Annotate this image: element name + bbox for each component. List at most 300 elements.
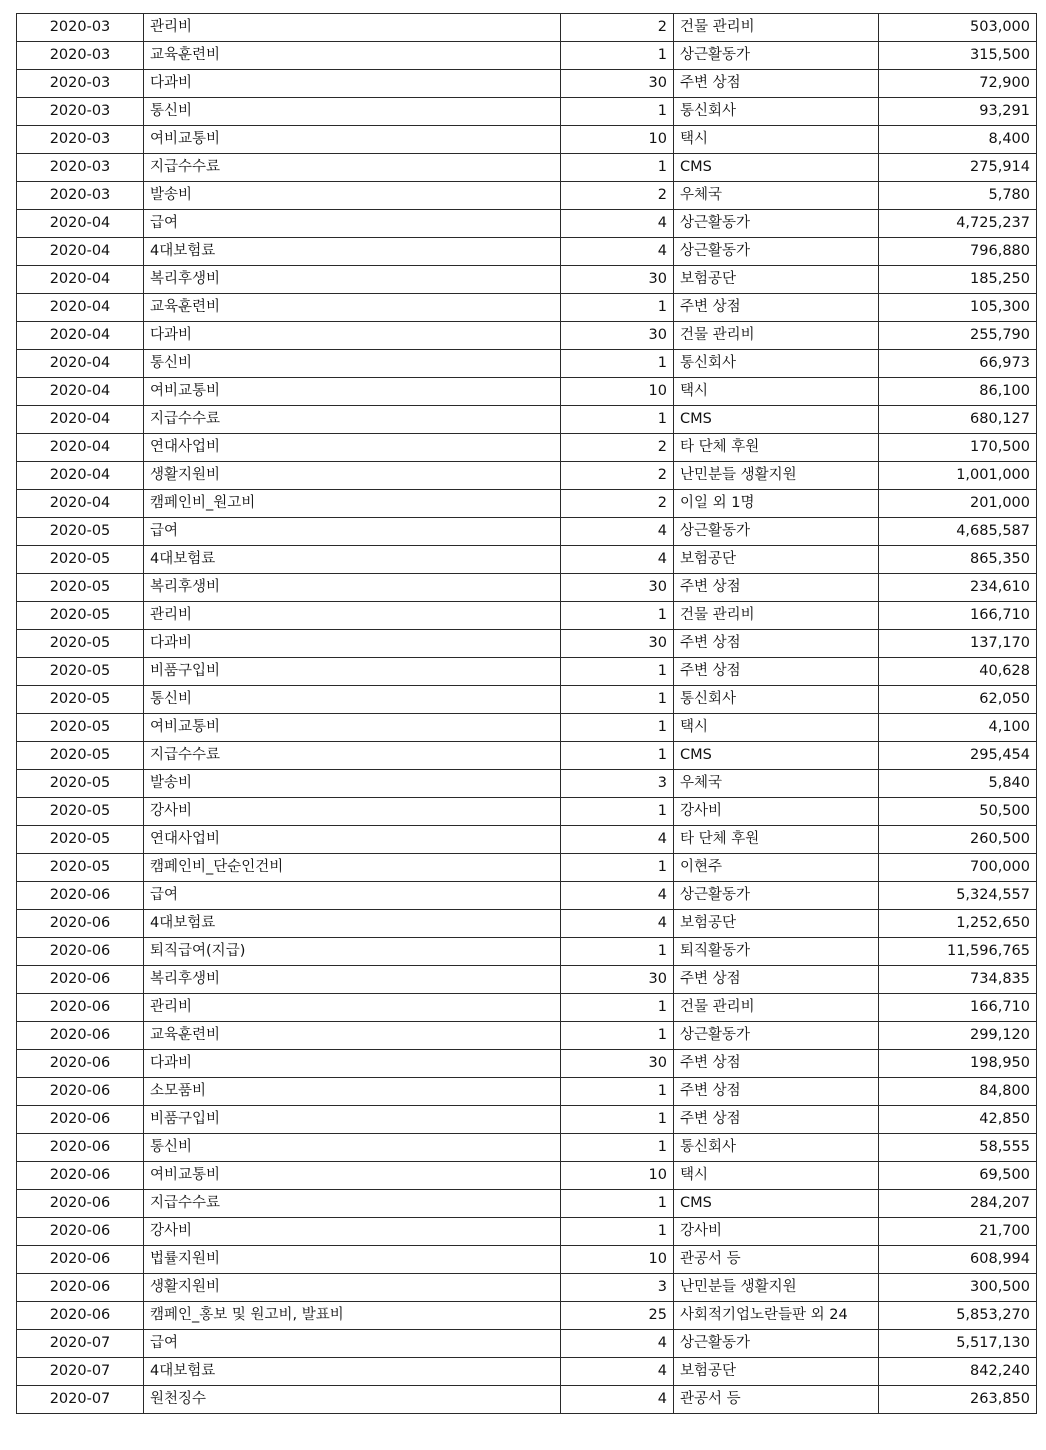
item-cell: 복리후생비 — [144, 266, 561, 294]
month-cell: 2020-05 — [17, 742, 144, 770]
item-cell: 지급수수료 — [144, 154, 561, 182]
month-cell: 2020-06 — [17, 1162, 144, 1190]
item-cell: 급여 — [144, 1330, 561, 1358]
table-row — [17, 994, 1037, 1022]
item-cell: 연대사업비 — [144, 826, 561, 854]
count-cell: 10 — [561, 1246, 674, 1274]
item-cell: 비품구입비 — [144, 1106, 561, 1134]
month-cell: 2020-05 — [17, 546, 144, 574]
table-row — [17, 1134, 1037, 1162]
vendor-cell: 관공서 등 — [674, 1386, 879, 1414]
amount-cell: 734,835 — [879, 966, 1037, 994]
month-cell: 2020-04 — [17, 434, 144, 462]
table-row — [17, 854, 1037, 882]
item-cell: 교육훈련비 — [144, 1022, 561, 1050]
vendor-cell: 상근활동가 — [674, 238, 879, 266]
vendor-cell: 상근활동가 — [674, 1022, 879, 1050]
count-cell: 10 — [561, 126, 674, 154]
item-cell: 통신비 — [144, 686, 561, 714]
vendor-cell: 택시 — [674, 126, 879, 154]
table-row — [17, 266, 1037, 294]
table-row — [17, 1386, 1037, 1414]
amount-cell: 300,500 — [879, 1274, 1037, 1302]
count-cell: 30 — [561, 630, 674, 658]
vendor-cell: 주변 상점 — [674, 70, 879, 98]
vendor-cell: 주변 상점 — [674, 1050, 879, 1078]
item-cell: 여비교통비 — [144, 378, 561, 406]
item-cell: 여비교통비 — [144, 714, 561, 742]
table-row — [17, 42, 1037, 70]
count-cell: 1 — [561, 98, 674, 126]
table-row — [17, 518, 1037, 546]
item-cell: 급여 — [144, 882, 561, 910]
table-row — [17, 1302, 1037, 1330]
vendor-cell: CMS — [674, 742, 879, 770]
month-cell: 2020-04 — [17, 238, 144, 266]
table-row — [17, 910, 1037, 938]
month-cell: 2020-06 — [17, 1022, 144, 1050]
month-cell: 2020-06 — [17, 966, 144, 994]
count-cell: 1 — [561, 154, 674, 182]
month-cell: 2020-06 — [17, 994, 144, 1022]
vendor-cell: CMS — [674, 406, 879, 434]
table-row — [17, 602, 1037, 630]
count-cell: 1 — [561, 742, 674, 770]
count-cell: 1 — [561, 686, 674, 714]
count-cell: 1 — [561, 798, 674, 826]
vendor-cell: 이현주 — [674, 854, 879, 882]
month-cell: 2020-03 — [17, 42, 144, 70]
vendor-cell: 통신회사 — [674, 1134, 879, 1162]
month-cell: 2020-03 — [17, 126, 144, 154]
vendor-cell: 주변 상점 — [674, 966, 879, 994]
vendor-cell: 통신회사 — [674, 98, 879, 126]
month-cell: 2020-03 — [17, 154, 144, 182]
table-row — [17, 1218, 1037, 1246]
count-cell: 1 — [561, 1190, 674, 1218]
amount-cell: 4,685,587 — [879, 518, 1037, 546]
vendor-cell: 상근활동가 — [674, 1330, 879, 1358]
amount-cell: 105,300 — [879, 294, 1037, 322]
amount-cell: 93,291 — [879, 98, 1037, 126]
vendor-cell: 이일 외 1명 — [674, 490, 879, 518]
count-cell: 1 — [561, 1022, 674, 1050]
item-cell: 캠페인_홍보 및 원고비, 발표비 — [144, 1302, 561, 1330]
item-cell: 생활지원비 — [144, 462, 561, 490]
count-cell: 30 — [561, 322, 674, 350]
amount-cell: 84,800 — [879, 1078, 1037, 1106]
amount-cell: 255,790 — [879, 322, 1037, 350]
table-row — [17, 770, 1037, 798]
item-cell: 다과비 — [144, 322, 561, 350]
item-cell: 법률지원비 — [144, 1246, 561, 1274]
item-cell: 캠페인비_단순인건비 — [144, 854, 561, 882]
month-cell: 2020-05 — [17, 574, 144, 602]
table-row — [17, 238, 1037, 266]
item-cell: 복리후생비 — [144, 966, 561, 994]
vendor-cell: 주변 상점 — [674, 630, 879, 658]
item-cell: 통신비 — [144, 350, 561, 378]
count-cell: 1 — [561, 602, 674, 630]
vendor-cell: 택시 — [674, 1162, 879, 1190]
table-row — [17, 98, 1037, 126]
month-cell: 2020-06 — [17, 1106, 144, 1134]
month-cell: 2020-06 — [17, 1078, 144, 1106]
table-row — [17, 882, 1037, 910]
amount-cell: 5,324,557 — [879, 882, 1037, 910]
vendor-cell: 강사비 — [674, 1218, 879, 1246]
month-cell: 2020-06 — [17, 882, 144, 910]
count-cell: 2 — [561, 462, 674, 490]
amount-cell: 5,517,130 — [879, 1330, 1037, 1358]
table-row — [17, 658, 1037, 686]
count-cell: 1 — [561, 294, 674, 322]
amount-cell: 260,500 — [879, 826, 1037, 854]
count-cell: 4 — [561, 518, 674, 546]
item-cell: 다과비 — [144, 1050, 561, 1078]
amount-cell: 315,500 — [879, 42, 1037, 70]
vendor-cell: CMS — [674, 1190, 879, 1218]
table-row — [17, 1050, 1037, 1078]
item-cell: 발송비 — [144, 770, 561, 798]
count-cell: 1 — [561, 1134, 674, 1162]
vendor-cell: 건물 관리비 — [674, 994, 879, 1022]
vendor-cell: 상근활동가 — [674, 882, 879, 910]
table-row — [17, 798, 1037, 826]
count-cell: 4 — [561, 546, 674, 574]
amount-cell: 198,950 — [879, 1050, 1037, 1078]
table-row — [17, 1106, 1037, 1134]
table-row — [17, 714, 1037, 742]
amount-cell: 11,596,765 — [879, 938, 1037, 966]
count-cell: 1 — [561, 1106, 674, 1134]
item-cell: 4대보험료 — [144, 1358, 561, 1386]
count-cell: 2 — [561, 14, 674, 42]
table-row — [17, 630, 1037, 658]
table-row — [17, 1162, 1037, 1190]
item-cell: 4대보험료 — [144, 910, 561, 938]
item-cell: 4대보험료 — [144, 238, 561, 266]
vendor-cell: 주변 상점 — [674, 574, 879, 602]
month-cell: 2020-07 — [17, 1386, 144, 1414]
count-cell: 4 — [561, 826, 674, 854]
table-row — [17, 1330, 1037, 1358]
month-cell: 2020-06 — [17, 1274, 144, 1302]
count-cell: 4 — [561, 910, 674, 938]
amount-cell: 86,100 — [879, 378, 1037, 406]
month-cell: 2020-06 — [17, 1050, 144, 1078]
vendor-cell: 퇴직활동가 — [674, 938, 879, 966]
vendor-cell: 타 단체 후원 — [674, 826, 879, 854]
amount-cell: 69,500 — [879, 1162, 1037, 1190]
item-cell: 관리비 — [144, 994, 561, 1022]
vendor-cell: 통신회사 — [674, 350, 879, 378]
table-row — [17, 434, 1037, 462]
table-row — [17, 966, 1037, 994]
amount-cell: 66,973 — [879, 350, 1037, 378]
count-cell: 4 — [561, 882, 674, 910]
table-row — [17, 1274, 1037, 1302]
amount-cell: 1,001,000 — [879, 462, 1037, 490]
table-row — [17, 406, 1037, 434]
vendor-cell: 타 단체 후원 — [674, 434, 879, 462]
item-cell: 지급수수료 — [144, 1190, 561, 1218]
item-cell: 4대보험료 — [144, 546, 561, 574]
table-row — [17, 322, 1037, 350]
vendor-cell: 상근활동가 — [674, 42, 879, 70]
month-cell: 2020-04 — [17, 378, 144, 406]
month-cell: 2020-05 — [17, 602, 144, 630]
vendor-cell: 보험공단 — [674, 266, 879, 294]
count-cell: 4 — [561, 238, 674, 266]
month-cell: 2020-06 — [17, 1190, 144, 1218]
item-cell: 통신비 — [144, 1134, 561, 1162]
count-cell: 10 — [561, 378, 674, 406]
amount-cell: 4,725,237 — [879, 210, 1037, 238]
month-cell: 2020-04 — [17, 406, 144, 434]
table-row — [17, 462, 1037, 490]
item-cell: 여비교통비 — [144, 1162, 561, 1190]
item-cell: 발송비 — [144, 182, 561, 210]
item-cell: 연대사업비 — [144, 434, 561, 462]
vendor-cell: 주변 상점 — [674, 1106, 879, 1134]
item-cell: 지급수수료 — [144, 406, 561, 434]
item-cell: 캠페인비_원고비 — [144, 490, 561, 518]
vendor-cell: 난민분들 생활지원 — [674, 462, 879, 490]
month-cell: 2020-06 — [17, 938, 144, 966]
item-cell: 통신비 — [144, 98, 561, 126]
amount-cell: 299,120 — [879, 1022, 1037, 1050]
month-cell: 2020-05 — [17, 770, 144, 798]
month-cell: 2020-06 — [17, 1246, 144, 1274]
count-cell: 3 — [561, 1274, 674, 1302]
count-cell: 4 — [561, 1386, 674, 1414]
vendor-cell: 사회적기업노란들판 외 24 — [674, 1302, 879, 1330]
vendor-cell: 관공서 등 — [674, 1246, 879, 1274]
item-cell: 지급수수료 — [144, 742, 561, 770]
vendor-cell: 주변 상점 — [674, 658, 879, 686]
amount-cell: 5,853,270 — [879, 1302, 1037, 1330]
month-cell: 2020-04 — [17, 350, 144, 378]
vendor-cell: 건물 관리비 — [674, 322, 879, 350]
table-row — [17, 378, 1037, 406]
amount-cell: 170,500 — [879, 434, 1037, 462]
amount-cell: 5,840 — [879, 770, 1037, 798]
table-row — [17, 154, 1037, 182]
table-row — [17, 1246, 1037, 1274]
count-cell: 2 — [561, 434, 674, 462]
month-cell: 2020-07 — [17, 1358, 144, 1386]
item-cell: 복리후생비 — [144, 574, 561, 602]
count-cell: 1 — [561, 350, 674, 378]
amount-cell: 58,555 — [879, 1134, 1037, 1162]
item-cell: 비품구입비 — [144, 658, 561, 686]
item-cell: 다과비 — [144, 70, 561, 98]
item-cell: 여비교통비 — [144, 126, 561, 154]
count-cell: 1 — [561, 854, 674, 882]
item-cell: 관리비 — [144, 602, 561, 630]
count-cell: 1 — [561, 938, 674, 966]
amount-cell: 166,710 — [879, 602, 1037, 630]
count-cell: 2 — [561, 182, 674, 210]
month-cell: 2020-05 — [17, 630, 144, 658]
table-row — [17, 742, 1037, 770]
table-row — [17, 14, 1037, 42]
vendor-cell: 보험공단 — [674, 546, 879, 574]
vendor-cell: 우체국 — [674, 182, 879, 210]
month-cell: 2020-06 — [17, 1302, 144, 1330]
count-cell: 2 — [561, 490, 674, 518]
month-cell: 2020-03 — [17, 98, 144, 126]
month-cell: 2020-05 — [17, 658, 144, 686]
table-row — [17, 686, 1037, 714]
table-row — [17, 1358, 1037, 1386]
vendor-cell: 보험공단 — [674, 910, 879, 938]
month-cell: 2020-04 — [17, 462, 144, 490]
amount-cell: 503,000 — [879, 14, 1037, 42]
table-row — [17, 182, 1037, 210]
amount-cell: 284,207 — [879, 1190, 1037, 1218]
month-cell: 2020-05 — [17, 714, 144, 742]
table-row — [17, 1190, 1037, 1218]
count-cell: 1 — [561, 406, 674, 434]
vendor-cell: 주변 상점 — [674, 294, 879, 322]
vendor-cell: 건물 관리비 — [674, 602, 879, 630]
month-cell: 2020-03 — [17, 70, 144, 98]
month-cell: 2020-04 — [17, 210, 144, 238]
vendor-cell: 보험공단 — [674, 1358, 879, 1386]
vendor-cell: 강사비 — [674, 798, 879, 826]
count-cell: 1 — [561, 658, 674, 686]
month-cell: 2020-04 — [17, 266, 144, 294]
vendor-cell: 난민분들 생활지원 — [674, 1274, 879, 1302]
amount-cell: 865,350 — [879, 546, 1037, 574]
item-cell: 원천징수 — [144, 1386, 561, 1414]
amount-cell: 50,500 — [879, 798, 1037, 826]
amount-cell: 680,127 — [879, 406, 1037, 434]
item-cell: 소모품비 — [144, 1078, 561, 1106]
amount-cell: 1,252,650 — [879, 910, 1037, 938]
month-cell: 2020-06 — [17, 1218, 144, 1246]
vendor-cell: 우체국 — [674, 770, 879, 798]
vendor-cell: 통신회사 — [674, 686, 879, 714]
count-cell: 30 — [561, 70, 674, 98]
month-cell: 2020-04 — [17, 490, 144, 518]
vendor-cell: 택시 — [674, 378, 879, 406]
table-row — [17, 126, 1037, 154]
ledger-body — [17, 14, 1037, 1414]
count-cell: 1 — [561, 994, 674, 1022]
amount-cell: 295,454 — [879, 742, 1037, 770]
item-cell: 다과비 — [144, 630, 561, 658]
table-row — [17, 70, 1037, 98]
table-row — [17, 1078, 1037, 1106]
count-cell: 1 — [561, 714, 674, 742]
count-cell: 1 — [561, 1218, 674, 1246]
month-cell: 2020-05 — [17, 798, 144, 826]
count-cell: 4 — [561, 210, 674, 238]
month-cell: 2020-05 — [17, 518, 144, 546]
month-cell: 2020-03 — [17, 14, 144, 42]
count-cell: 1 — [561, 42, 674, 70]
amount-cell: 21,700 — [879, 1218, 1037, 1246]
amount-cell: 166,710 — [879, 994, 1037, 1022]
count-cell: 4 — [561, 1330, 674, 1358]
expense-ledger-table — [16, 13, 1037, 1414]
item-cell: 급여 — [144, 518, 561, 546]
vendor-cell: CMS — [674, 154, 879, 182]
count-cell: 1 — [561, 1078, 674, 1106]
vendor-cell: 택시 — [674, 714, 879, 742]
table-row — [17, 490, 1037, 518]
count-cell: 30 — [561, 574, 674, 602]
vendor-cell: 상근활동가 — [674, 518, 879, 546]
amount-cell: 8,400 — [879, 126, 1037, 154]
amount-cell: 700,000 — [879, 854, 1037, 882]
table-row — [17, 294, 1037, 322]
count-cell: 4 — [561, 1358, 674, 1386]
amount-cell: 40,628 — [879, 658, 1037, 686]
item-cell: 교육훈련비 — [144, 294, 561, 322]
amount-cell: 62,050 — [879, 686, 1037, 714]
count-cell: 10 — [561, 1162, 674, 1190]
table-row — [17, 938, 1037, 966]
amount-cell: 842,240 — [879, 1358, 1037, 1386]
vendor-cell: 건물 관리비 — [674, 14, 879, 42]
count-cell: 25 — [561, 1302, 674, 1330]
month-cell: 2020-04 — [17, 294, 144, 322]
count-cell: 30 — [561, 966, 674, 994]
amount-cell: 608,994 — [879, 1246, 1037, 1274]
item-cell: 교육훈련비 — [144, 42, 561, 70]
amount-cell: 4,100 — [879, 714, 1037, 742]
month-cell: 2020-06 — [17, 1134, 144, 1162]
month-cell: 2020-06 — [17, 910, 144, 938]
table-row — [17, 1022, 1037, 1050]
vendor-cell: 상근활동가 — [674, 210, 879, 238]
amount-cell: 796,880 — [879, 238, 1037, 266]
month-cell: 2020-05 — [17, 686, 144, 714]
amount-cell: 201,000 — [879, 490, 1037, 518]
amount-cell: 263,850 — [879, 1386, 1037, 1414]
item-cell: 급여 — [144, 210, 561, 238]
count-cell: 3 — [561, 770, 674, 798]
table-row — [17, 210, 1037, 238]
amount-cell: 72,900 — [879, 70, 1037, 98]
amount-cell: 234,610 — [879, 574, 1037, 602]
amount-cell: 137,170 — [879, 630, 1037, 658]
amount-cell: 185,250 — [879, 266, 1037, 294]
month-cell: 2020-03 — [17, 182, 144, 210]
amount-cell: 42,850 — [879, 1106, 1037, 1134]
table-row — [17, 574, 1037, 602]
month-cell: 2020-07 — [17, 1330, 144, 1358]
item-cell: 생활지원비 — [144, 1274, 561, 1302]
item-cell: 관리비 — [144, 14, 561, 42]
table-row — [17, 826, 1037, 854]
item-cell: 강사비 — [144, 798, 561, 826]
item-cell: 퇴직급여(지급) — [144, 938, 561, 966]
table-row — [17, 350, 1037, 378]
month-cell: 2020-04 — [17, 322, 144, 350]
month-cell: 2020-05 — [17, 826, 144, 854]
month-cell: 2020-05 — [17, 854, 144, 882]
count-cell: 30 — [561, 1050, 674, 1078]
count-cell: 30 — [561, 266, 674, 294]
vendor-cell: 주변 상점 — [674, 1078, 879, 1106]
amount-cell: 275,914 — [879, 154, 1037, 182]
table-row — [17, 546, 1037, 574]
